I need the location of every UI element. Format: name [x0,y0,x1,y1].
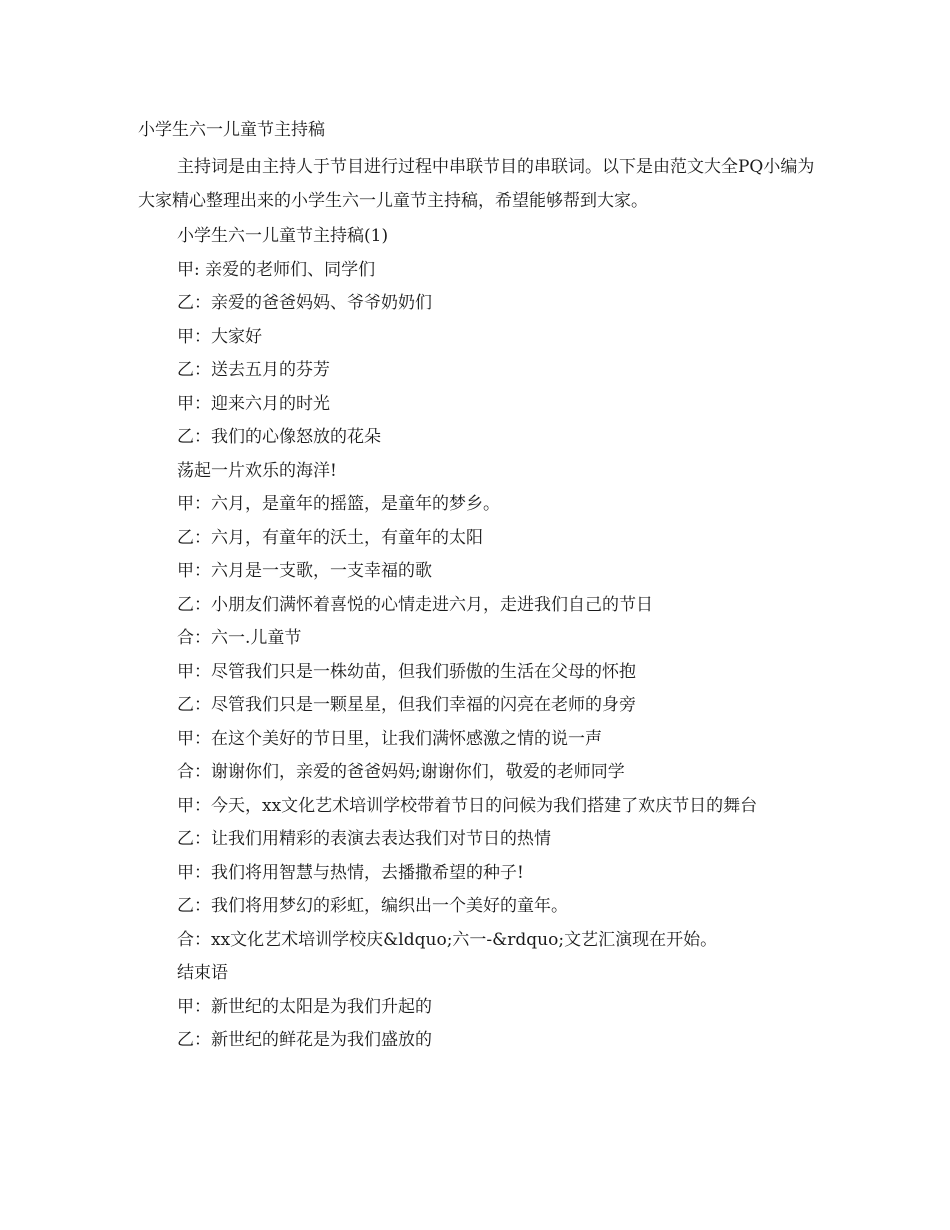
script-line: 合：六一.儿童节 [177,628,302,648]
section-heading: 结束语 [177,963,228,983]
script-line: 甲：迎来六月的时光 [177,393,330,414]
script-line: 甲：新世纪的太阳是为我们升起的 [177,996,432,1017]
script-line: 合：xx文化艺术培训学校庆&ldquo;六一-&rdquo;文艺汇演现在开始。 [177,929,718,950]
script-line: 乙：我们将用梦幻的彩虹，编织出一个美好的童年。 [177,896,568,916]
script-lines [138,220,818,1058]
script-line: 甲：六月是一支歌，一支幸福的歌 [177,561,432,581]
script-line: 甲：六月，是童年的摇篮，是童年的梦乡。 [177,494,500,514]
script-line: 乙：小朋友们满怀着喜悦的心情走进六月，走进我们自己的节日 [177,594,653,615]
script-line: 乙：尽管我们只是一颗星星，但我们幸福的闪亮在老师的身旁 [177,695,636,715]
script-line: 合：谢谢你们，亲爱的爸爸妈妈;谢谢你们，敬爱的老师同学 [177,762,625,782]
script-line: 甲：我们将用智慧与热情，去播撒希望的种子! [177,862,524,883]
script-line: 甲：尽管我们只是一株幼苗，但我们骄傲的生活在父母的怀抱 [177,661,636,682]
script-line: 乙：让我们用精彩的表演去表达我们对节日的热情 [177,829,551,849]
script-line: 乙：六月，有童年的沃土，有童年的太阳 [177,527,483,548]
script-line: 甲: 亲爱的老师们、同学们 [177,259,376,280]
document-title: 小学生六一儿童节主持稿 [138,120,325,140]
section-heading: 小学生六一儿童节主持稿(1) [177,226,389,246]
script-line: 乙：新世纪的鲜花是为我们盛放的 [177,1030,432,1050]
intro-paragraph: 主持词是由主持人于节目进行过程中串联节目的串联词。以下是由范文大全PQ小编为大家精心整理出来的小学生六一儿童节主持稿，希望能够帮到大家。 [138,157,815,211]
script-line: 乙：我们的心像怒放的花朵 [177,427,381,447]
script-line: 荡起一片欢乐的海洋! [177,460,337,481]
script-line: 甲：今天，xx文化艺术培训学校带着节日的问候为我们搭建了欢庆节日的舞台 [177,795,758,816]
script-line: 乙：亲爱的爸爸妈妈、爷爷奶奶们 [177,293,432,313]
script-line: 甲：大家好 [177,326,262,347]
script-line: 甲：在这个美好的节日里，让我们满怀感激之情的说一声 [177,728,602,749]
script-line: 乙：送去五月的芬芳 [177,360,330,380]
